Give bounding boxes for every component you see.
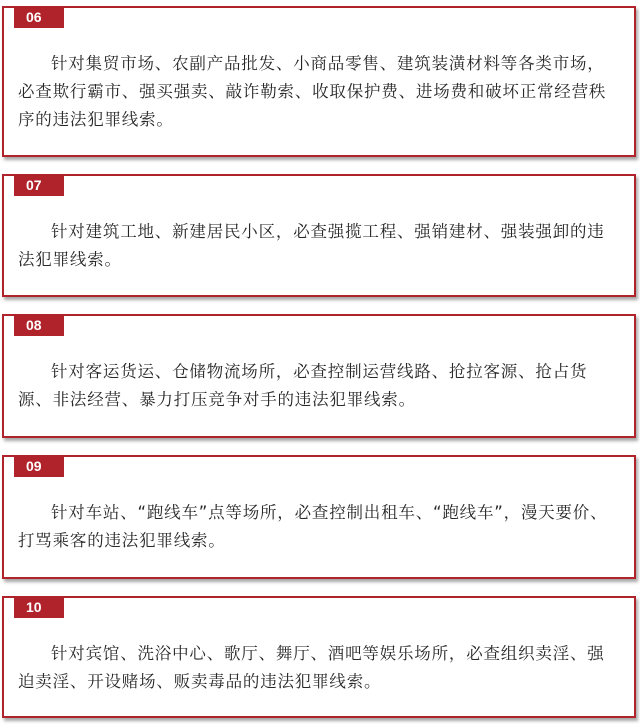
clue-card-10 xyxy=(2,596,636,718)
clue-card-09 xyxy=(2,455,636,579)
item-number-badge: 06 xyxy=(14,6,64,28)
item-description: 针对集贸市场、农副产品批发、小商品零售、建筑装潢材料等各类市场，必查欺行霸市、强买强卖、敲诈勒索、收取保护费、进场费和破坏正常经营秩序的违法犯罪线索。 xyxy=(18,54,607,129)
clue-card-06 xyxy=(2,6,636,157)
item-description: 针对车站、“跑线车”点等场所，必查控制出租车、“跑线车”，漫天要价、打骂乘客的违法犯罪线索。 xyxy=(18,503,608,550)
item-number-badge: 07 xyxy=(14,174,64,196)
item-number-badge: 10 xyxy=(14,596,64,618)
item-number-badge: 08 xyxy=(14,314,64,336)
clue-card-07 xyxy=(2,174,636,297)
clue-card-08 xyxy=(2,314,636,438)
item-description: 针对客运货运、仓储物流场所，必查控制运营线路、抢拉客源、抢占货源、非法经营、暴力打压竞争对手的违法犯罪线索。 xyxy=(18,362,588,409)
item-number-badge: 09 xyxy=(14,455,64,477)
item-description: 针对建筑工地、新建居民小区，必查强揽工程、强销建材、强装强卸的违法犯罪线索。 xyxy=(18,222,605,269)
item-description: 针对宾馆、洗浴中心、歌厅、舞厅、酒吧等娱乐场所，必查组织卖淫、强迫卖淫、开设赌场、贩卖毒品的违法犯罪线索。 xyxy=(18,644,605,691)
